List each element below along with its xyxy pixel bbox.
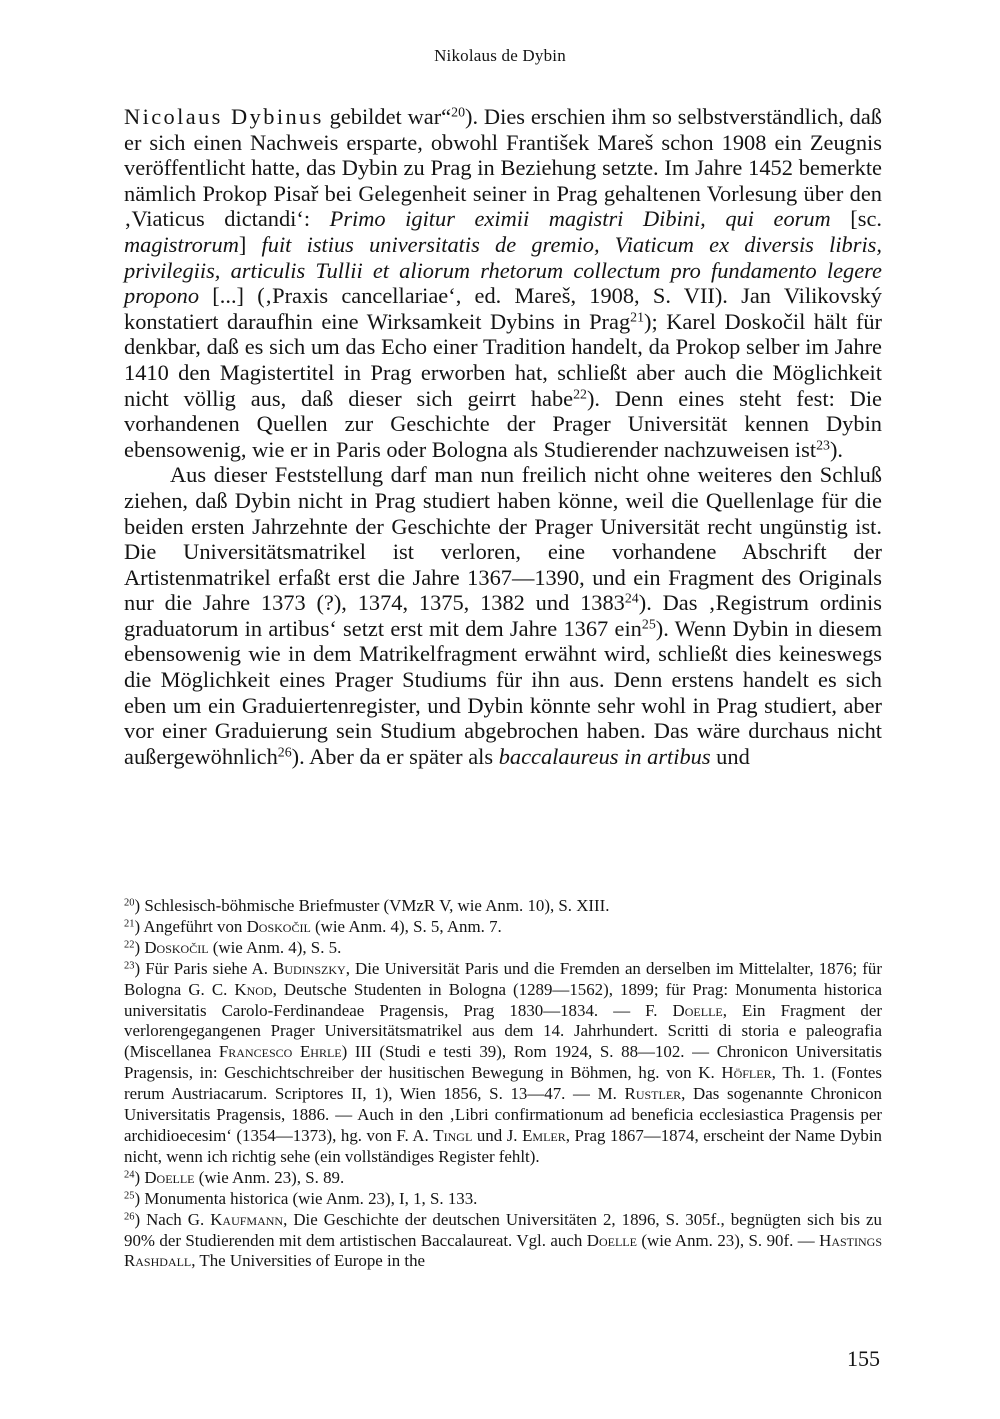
author-name: Kaufmann	[210, 1209, 284, 1229]
text-run: ). Dies erschien ihm so selbstverständlich, daß er sich einen Nachweis ersparte, obwohl František Mareš schon 1908 ein Zeugnis veröffentlicht hatte, das Dybin zu Prag in Beziehung setzte. Im Jahre 1452 bemerkte nämlich Prokop Pisař bei Gelegenheit seiner in Prag gehaltenen Vorlesung über den ‚Viaticus dictandi‘:	[124, 104, 882, 232]
footnote-marker: 22	[573, 386, 587, 402]
footnote-21	[124, 917, 882, 938]
author-name: Doelle	[672, 1000, 723, 1020]
italic-run: Primo igitur eximii magistri Dibini, qui eorum	[329, 206, 831, 232]
text-run: ) Angeführt von	[134, 916, 247, 936]
footnote-marker: 20	[451, 105, 465, 121]
text-run: ). Denn eines steht fest: Die vorhandenen Quellen zur Geschichte der Prager Universität kennen Dybin ebensowenig, wie er in Paris oder Bologna als Studierender nachzuweisen ist	[124, 385, 882, 462]
text-run: ); Karel Doskočil hält für denkbar, daß es sich um das Echo einer Tradition handelt, da Prokop selber im Jahre 1410 den Magistertitel in Prag erworben hat, schließt aber auch die Möglichkeit nicht völlig aus, daß dieser sich geirrt habe	[124, 308, 882, 411]
footnote-marker: 25	[124, 1189, 135, 1201]
text-run: ) Schlesisch-böhmische Briefmuster (VMzR V, wie Anm. 10), S. XIII.	[134, 896, 610, 915]
running-header: Nikolaus de Dybin	[434, 46, 566, 65]
text-run: [sc.	[830, 206, 882, 232]
footnote-marker: 22	[124, 939, 135, 951]
text-run: ) Nach G.	[134, 1209, 211, 1229]
text-run: , Ein Fragment der verlorengegangenen Prager Universitätsmatrikel aus dem 14. Jahrhundert. Scritti di storia e paleografia (Miscellanea	[124, 1000, 882, 1062]
text-run: Nicolaus Dybinus	[124, 104, 324, 129]
author-name: Francesco Ehrle	[218, 1042, 342, 1062]
text-run: , Die Geschichte der deutschen Universitäten 2, 1896, S. 305f., begnügten sich bis zu 90% der Studierenden mit dem artistischen Baccalaureat. Vgl. auch	[124, 1209, 882, 1250]
text-run: ) Für Paris siehe A.	[134, 958, 274, 978]
author-name: Doskočil	[144, 937, 209, 957]
text-run: , Die Universität Paris und die Fremden an derselben im Mittelalter, 1876; für Bologna G. C.	[124, 958, 882, 999]
author-name: Tingl	[433, 1125, 473, 1145]
text-run: ]	[238, 231, 262, 257]
author-name: Doelle	[144, 1167, 195, 1187]
italic-run: magistrorum	[124, 231, 239, 257]
text-run: ) III (Studi e testi 39), Rom 1924, S. 88—102. — Chronicon Universitatis Pragensis, in: Geschichtschreiber der husitischen Bewegung in Böhmen, hg. von K.	[124, 1042, 882, 1083]
author-name: Emler	[522, 1125, 566, 1145]
text-run: (wie Anm. 23), S. 90f. —	[636, 1230, 820, 1250]
text-run: ). Wenn Dybin in diesem ebensowenig wie in dem Matrikelfragment erwähnt wird, schließt dies keineswegs die Möglichkeit eines Prager Studiums für ihn aus. Denn erstens handelt es sich eben um ein Graduiertenregister, und Dybin könnte sehr wohl in Prag studiert, aber vor einer Graduierung sein Studium abgebrochen haben. Das wäre durchaus nicht außergewöhnlich	[124, 615, 882, 769]
text-run: Aus dieser Feststellung darf man nun freilich nicht ohne weiteres den Schluß ziehen, daß Dybin nicht in Prag studiert haben könne, weil die Quellenlage für die beiden ersten Jahrzehnte der Geschichte der Prager Universität recht ungünstig ist. Die Universitätsmatrikel ist verloren, eine vorhandene Abschrift der Artistenmatrikel erfaßt erst die Jahre 1367—1390, und ein Fragment des Originals nur die Jahre 1373 (?), 1374, 1375, 1382 und 1383	[124, 462, 882, 616]
text-run: , Das sogenannte Chronicon Universitatis Pragensis, 1886. — Auch in den ‚Libri confirmationum ad beneficia ecclesiastica Pragensis per archidioecesim‘ (1354—1373), hg. von F. A.	[124, 1084, 882, 1145]
text-run: , Th. 1. (Fontes rerum Austriacarum. Scriptores II, 1), Wien 1856, S. 13—47. — M.	[124, 1063, 882, 1104]
text-run: [...] (‚Praxis cancellariae‘, ed. Mareš, 1908, S. VII). Jan Vilikovský konstatiert daraufhin eine Wirksamkeit Dybins in Prag	[124, 283, 882, 334]
author-name: Knod	[234, 979, 273, 999]
text-run: ). Das ‚Registrum ordinis graduatorum in artibus‘ setzt erst mit dem Jahre 1367 ein	[124, 590, 882, 641]
author-name: Doskočil	[246, 916, 311, 936]
footnote-marker: 25	[641, 617, 656, 633]
footnote-marker: 24	[124, 1169, 135, 1181]
text-run: , Deutsche Studenten in Bologna (1289—1562), 1899; für Prag: Monumenta historica universitatis Carolo-Ferdinandeae Pragensis, Prag 1830—1834. — F.	[124, 979, 882, 1020]
footnote-marker: 20	[124, 897, 135, 909]
text-run: gebildet war“	[323, 104, 452, 129]
italic-run: baccalaureus in artibus	[498, 743, 711, 769]
text-run: ). Aber da er später als	[291, 743, 499, 769]
footnote-marker: 23	[124, 959, 135, 971]
footnotes	[124, 896, 882, 1272]
paragraph	[124, 104, 882, 462]
author-name: Hastings Rashdall	[124, 1230, 882, 1271]
footnote-marker: 21	[124, 918, 135, 930]
footnote-26	[124, 1210, 882, 1273]
author-name: Rustler	[624, 1084, 682, 1104]
text-run: , Prag 1867—1874, erscheint der Name Dybin nicht, wenn ich richtig sehe (ein vollständiges Register fehlt).	[124, 1125, 882, 1166]
author-name: Doelle	[586, 1230, 637, 1250]
footnote-22	[124, 938, 882, 959]
page-number: 155	[847, 1346, 880, 1371]
text-run: und J.	[472, 1125, 523, 1145]
text-run: ).	[829, 436, 843, 462]
footnote-marker: 26	[277, 745, 292, 761]
author-name: Budinszky	[273, 958, 346, 978]
footnote-25	[124, 1189, 882, 1210]
text-run: (wie Anm. 4), S. 5, Anm. 7.	[310, 916, 502, 936]
text-run: und	[710, 743, 750, 769]
text-run: (wie Anm. 23), S. 89.	[194, 1167, 345, 1187]
footnote-marker: 24	[624, 591, 639, 607]
footnote-20	[124, 896, 882, 917]
footnote-24	[124, 1168, 882, 1189]
text-run: )	[134, 1167, 145, 1187]
text-run: ) Monumenta historica (wie Anm. 23), I, 1, S. 133.	[134, 1188, 478, 1208]
italic-run: fuit istius universitatis de gremio, Viaticum ex diversis libris, privilegiis, articulis Tullii et aliorum rhetorum collectum pro fundamento legere propono	[124, 231, 882, 309]
body-text	[124, 104, 882, 769]
footnote-23	[124, 959, 882, 1168]
footnote-marker: 26	[124, 1210, 135, 1222]
footnote-marker: 21	[630, 310, 645, 326]
paragraph	[124, 462, 882, 769]
footnote-marker: 23	[816, 438, 830, 454]
author-name: Höfler	[721, 1063, 772, 1083]
text-run: , The Universities of Europe in the	[191, 1251, 426, 1271]
text-run: (wie Anm. 4), S. 5.	[208, 937, 342, 957]
text-run: )	[134, 937, 145, 957]
